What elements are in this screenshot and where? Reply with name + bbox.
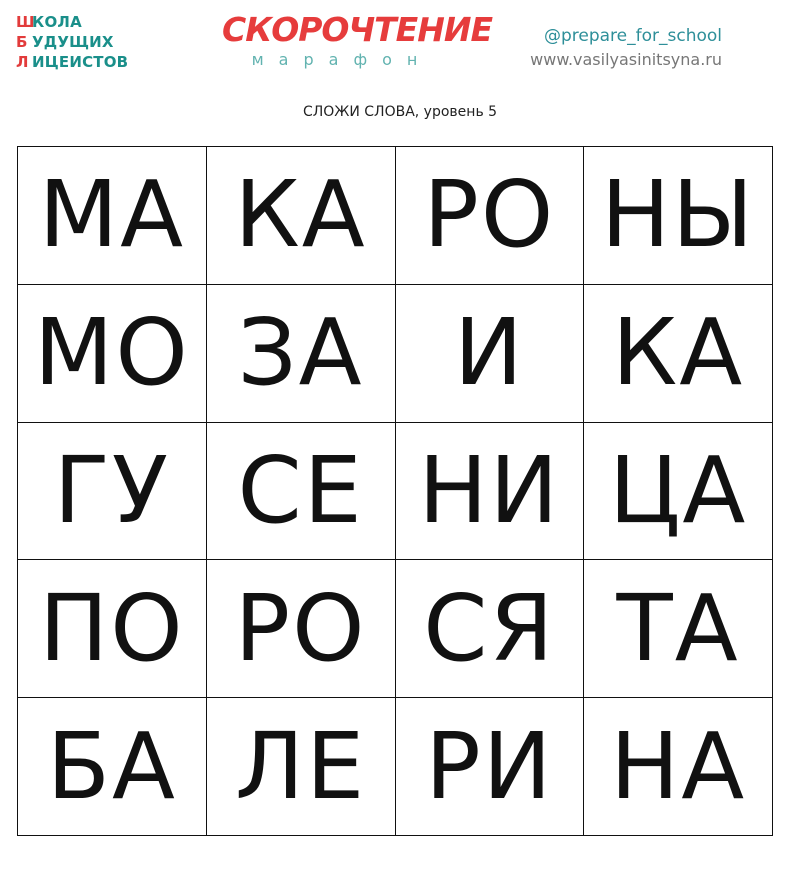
syllable-cell: СЯ — [396, 560, 585, 698]
website-url: www.vasilyasinitsyna.ru — [530, 50, 722, 69]
brand-logo — [222, 10, 492, 70]
logo-initial: Б — [16, 33, 28, 51]
syllable-cell: ТА — [584, 560, 773, 698]
task-title: СЛОЖИ СЛОВА, уровень 5 — [302, 104, 498, 120]
brand-title: СКОРОЧТЕНИЕ — [222, 10, 492, 49]
syllable-cell: НИ — [396, 423, 585, 561]
logo-word: КОЛА — [32, 13, 82, 31]
syllable-cell: ЛЕ — [207, 698, 396, 836]
social-handle: @prepare_for_school — [543, 26, 722, 46]
logo-word: ИЦЕИСТОВ — [32, 53, 129, 71]
logo-word: УДУЩИХ — [32, 33, 114, 51]
syllable-cell: РИ — [396, 698, 585, 836]
logo-line-3 — [16, 52, 128, 72]
syllable-cell: МА — [18, 147, 207, 285]
logo-initial: Ш — [16, 13, 35, 31]
syllable-cell: РО — [207, 560, 396, 698]
syllable-cell: КА — [584, 285, 773, 423]
syllable-cell: НЫ — [584, 147, 773, 285]
contacts — [530, 24, 722, 72]
syllable-cell: ГУ — [18, 423, 207, 561]
syllable-cell: НА — [584, 698, 773, 836]
syllable-cell: КА — [207, 147, 396, 285]
logo-initial: Л — [16, 53, 29, 71]
syllable-grid — [17, 146, 773, 836]
syllable-cell: ЗА — [207, 285, 396, 423]
syllable-cell: И — [396, 285, 585, 423]
syllable-cell: ЦА — [584, 423, 773, 561]
logo-line-2 — [16, 32, 128, 52]
logo-line-1 — [16, 12, 128, 32]
syllable-cell: СЕ — [207, 423, 396, 561]
brand-subtitle: марафон — [251, 50, 433, 69]
syllable-cell: МО — [18, 285, 207, 423]
syllable-cell: ПО — [18, 560, 207, 698]
syllable-cell: БА — [18, 698, 207, 836]
syllable-cell: РО — [396, 147, 585, 285]
school-logo — [16, 12, 128, 72]
